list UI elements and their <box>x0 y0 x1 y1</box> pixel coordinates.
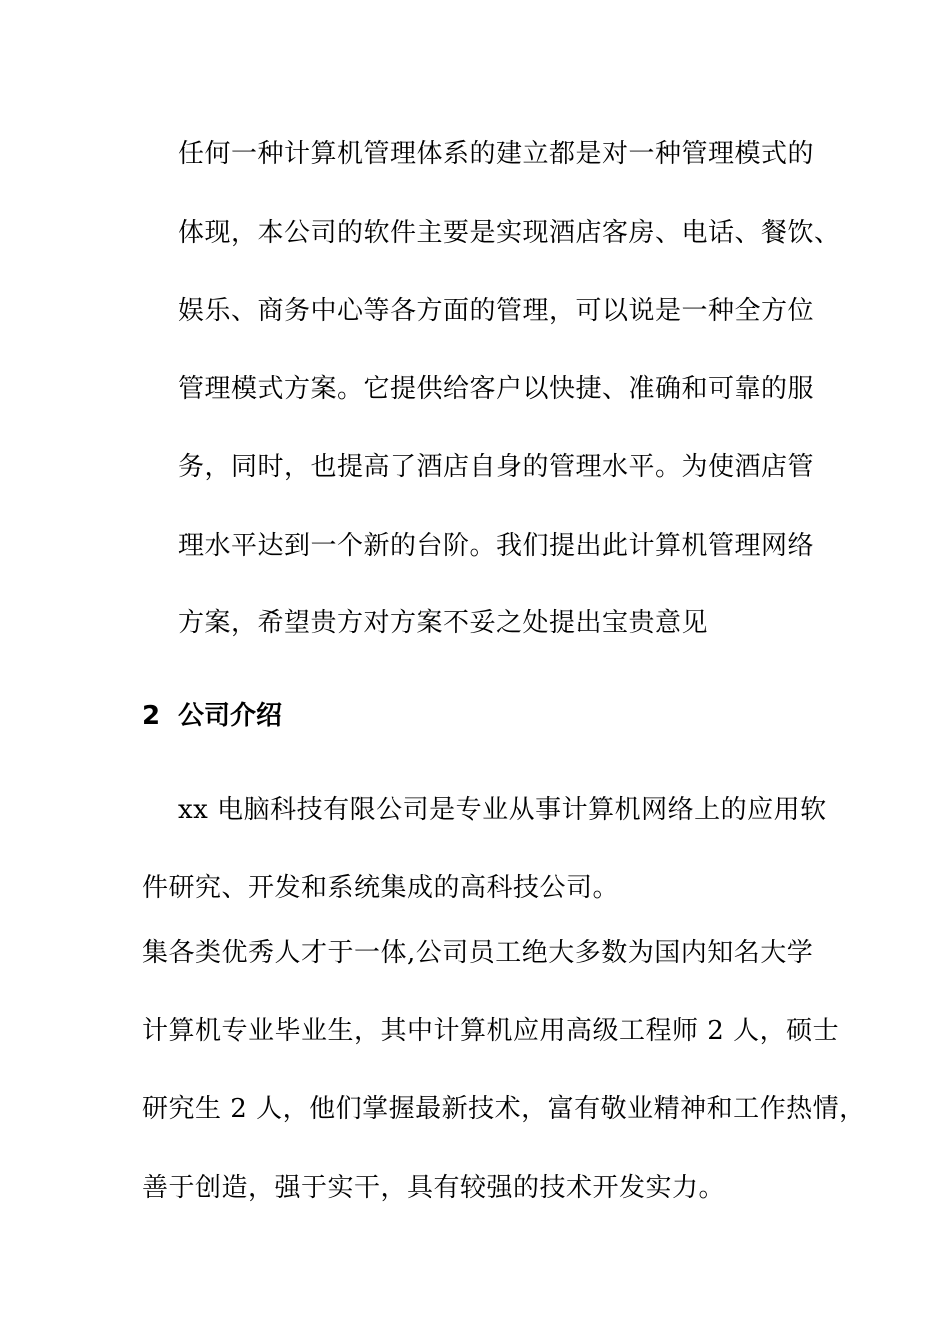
section-title: 公司介绍 <box>178 701 283 731</box>
intro-line-2: 体现，本公司的软件主要是实现酒店客房、电话、餐饮、 <box>178 218 841 248</box>
company-line-3: 集各类优秀人才于一体,公司员工绝大多数为国内知名大学 <box>142 938 814 968</box>
section-heading <box>142 700 282 732</box>
company-line-6: 善于创造，强于实干，具有较强的技术开发实力。 <box>142 1173 726 1203</box>
company-line-2: 件研究、开发和系统集成的高科技公司。 <box>142 873 620 903</box>
section-number: 2 <box>142 701 161 731</box>
intro-line-5: 务，同时，也提高了酒店自身的管理水平。为使酒店管 <box>178 452 815 482</box>
intro-line-3: 娱乐、商务中心等各方面的管理，可以说是一种全方位 <box>178 296 815 326</box>
intro-line-4: 管理模式方案。它提供给客户以快捷、准确和可靠的服 <box>178 374 815 404</box>
intro-line-1: 任何一种计算机管理体系的建立都是对一种管理模式的 <box>178 139 815 169</box>
intro-line-6: 理水平达到一个新的台阶。我们提出此计算机管理网络 <box>178 531 815 561</box>
company-line-1: xx 电脑科技有限公司是专业从事计算机网络上的应用软 <box>178 795 827 825</box>
company-line-4: 计算机专业毕业生，其中计算机应用高级工程师 2 人，硕士 <box>142 1016 840 1046</box>
company-line-5: 研究生 2 人，他们掌握最新技术，富有敬业精神和工作热情， <box>142 1094 866 1124</box>
intro-line-7: 方案，希望贵方对方案不妥之处提出宝贵意见 <box>178 608 709 638</box>
